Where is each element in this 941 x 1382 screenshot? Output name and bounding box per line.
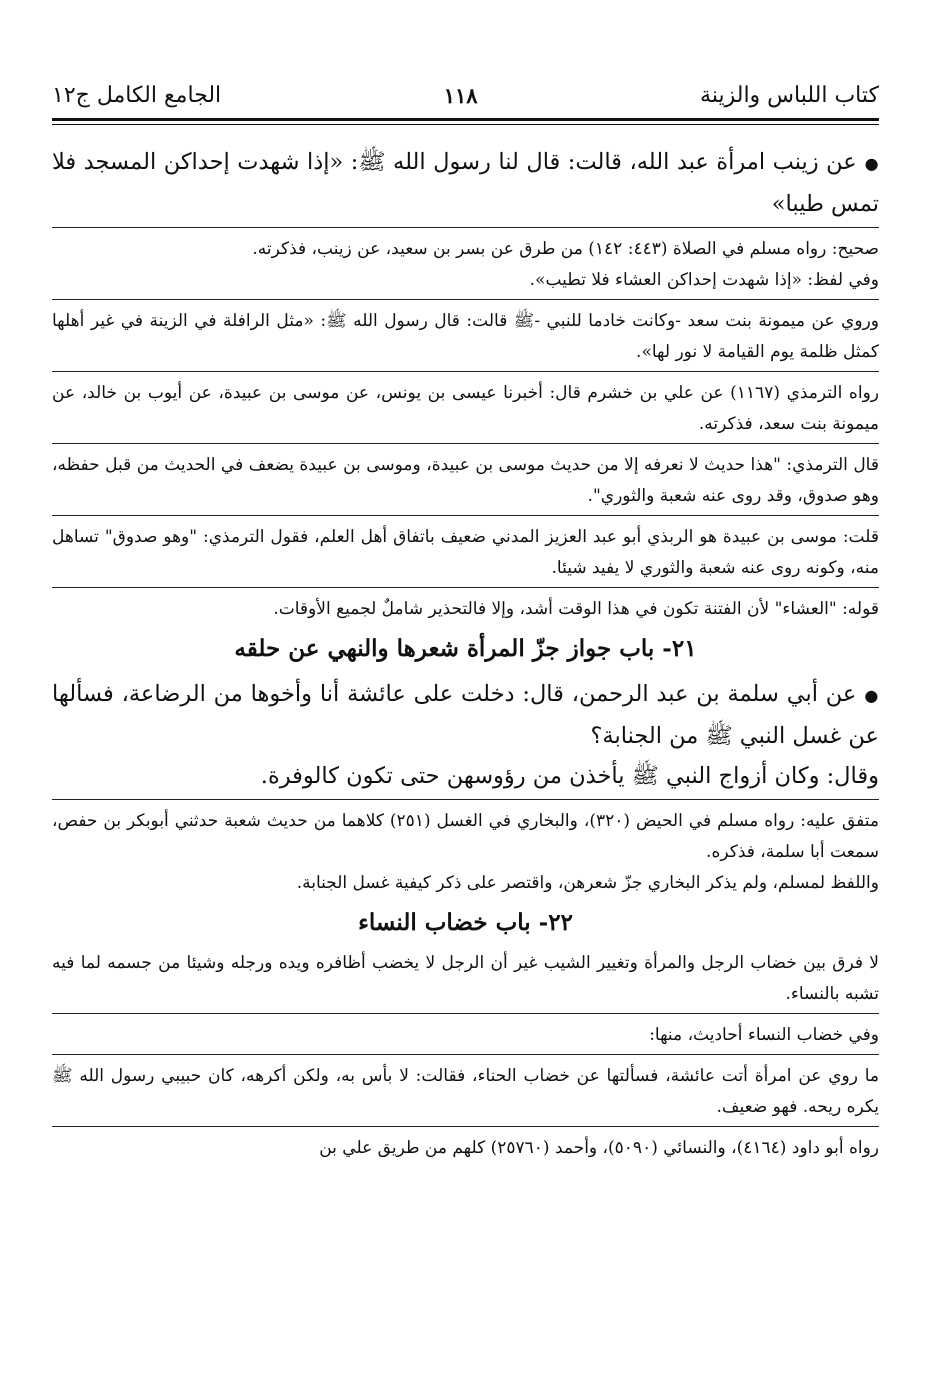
commentary-paragraph: صحيح: رواه مسلم في الصلاة (٤٤٣: ١٤٢) من طرق عن بسر بن سعيد، عن زينب، فذكرته.	[252, 239, 879, 259]
page-body	[52, 142, 879, 1164]
commentary-paragraph: قوله: "العشاء" لأن الفتنة تكون في هذا الوقت أشد، وإلا فالتحذير شاملٌ لجميع الأوقات.	[273, 599, 879, 619]
commentary-paragraph: لا فرق بين خضاب الرجل والمرأة وتغيير الشيب غير أن الرجل لا يخضب أظافره ويده ورجله وشيئا من جسمه لما فيه تشبه بالنساء.	[52, 953, 879, 1004]
commentary-paragraph: واللفظ لمسلم، ولم يذكر البخاري جزّ شعرهن، واقتصر على ذكر كيفية غسل الجنابة.	[296, 873, 879, 893]
commentary-paragraph: قال الترمذي: "هذا حديث لا نعرفه إلا من حديث موسى بن عبيدة، وموسى بن عبيدة يضعف في الحديث من قبل حفظه، وهو صدوق، وقد روى عنه شعبة والثوري".	[52, 455, 879, 506]
chapter-heading: ٢١- باب جواز جزّ المرأة شعرها والنهي عن حلقه	[234, 635, 697, 662]
header-rule-thin	[52, 124, 879, 125]
hadith-body: عن زينب امرأة عبد الله، قالت: قال لنا رسول الله ﷺ: «إذا شهدت إحداكن المسجد فلا تمس طيبا»	[52, 149, 879, 217]
commentary-paragraph: ما روي عن امرأة أتت عائشة، فسألتها عن خضاب الحناء، فقالت: لا بأس به، ولكن أكرهه، كان حبيبي رسول الله ﷺ يكره ريحه. فهو ضعيف.	[52, 1066, 879, 1117]
separator-line	[52, 587, 879, 588]
separator-line	[52, 227, 879, 228]
commentary-paragraph: قلت: موسى بن عبيدة هو الربذي أبو عبد العزيز المدني ضعيف باتفاق أهل العلم، فقول الترمذي: "وهو صدوق" تساهل منه، وكونه روى عنه شعبة والثوري لا يفيد شيئا.	[52, 527, 879, 578]
running-header	[52, 72, 879, 108]
bullet-icon: ●	[864, 686, 880, 705]
separator-line	[52, 515, 879, 516]
hadith-body: وقال: وكان أزواج النبي ﷺ يأخذن من رؤوسهن حتى تكون كالوفرة.	[260, 763, 879, 789]
hadith-text	[52, 756, 879, 796]
separator-line	[52, 443, 879, 444]
volume-title: الجامع الكامل ج١٢	[52, 83, 222, 108]
book-title: كتاب اللباس والزينة	[700, 83, 879, 108]
bullet-icon: ●	[864, 154, 879, 173]
chapter-heading: ٢٢- باب خضاب النساء	[358, 909, 573, 936]
commentary-paragraph: وفي لفظ: «إذا شهدت إحداكن العشاء فلا تطيب».	[529, 270, 879, 290]
commentary-paragraph: متفق عليه: رواه مسلم في الحيض (٣٢٠)، والبخاري في الغسل (٢٥١) كلاهما من حديث شعبة حدثني أبوبكر بن حفص، سمعت أبا سلمة، فذكره.	[52, 811, 880, 862]
commentary-paragraph: وفي خضاب النساء أحاديث، منها:	[649, 1025, 879, 1045]
separator-line	[52, 1013, 879, 1014]
commentary-paragraph: رواه الترمذي (١١٦٧) عن علي بن خشرم قال: أخبرنا عيسى بن يونس، عن موسى بن عبيدة، عن أيوب بن خالد، عن ميمونة بنت سعد، فذكرته.	[52, 383, 879, 434]
hadith-text	[52, 674, 879, 756]
separator-line	[52, 1054, 879, 1055]
book-page	[52, 0, 879, 1382]
hadith-body: عن أبي سلمة بن عبد الرحمن، قال: دخلت على عائشة أنا وأخوها من الرضاعة، فسألها عن غسل النبي ﷺ من الجنابة؟	[52, 681, 879, 749]
commentary-paragraph: وروي عن ميمونة بنت سعد -وكانت خادما للنبي -ﷺ قالت: قال رسول الله ﷺ: «مثل الرافلة في الزينة في غير أهلها كمثل ظلمة يوم القيامة لا نور لها».	[52, 311, 879, 362]
commentary-paragraph: رواه أبو داود (٤١٦٤)، والنسائي (٥٠٩٠)، وأحمد (٢٥٧٦٠) كلهم من طريق علي بن	[319, 1138, 879, 1158]
header-rule-thick	[52, 118, 879, 121]
page-number: ١١٨	[443, 83, 478, 108]
separator-line	[52, 1126, 879, 1127]
separator-line	[52, 799, 879, 800]
separator-line	[52, 299, 879, 300]
separator-line	[52, 371, 879, 372]
hadith-text	[52, 142, 879, 224]
